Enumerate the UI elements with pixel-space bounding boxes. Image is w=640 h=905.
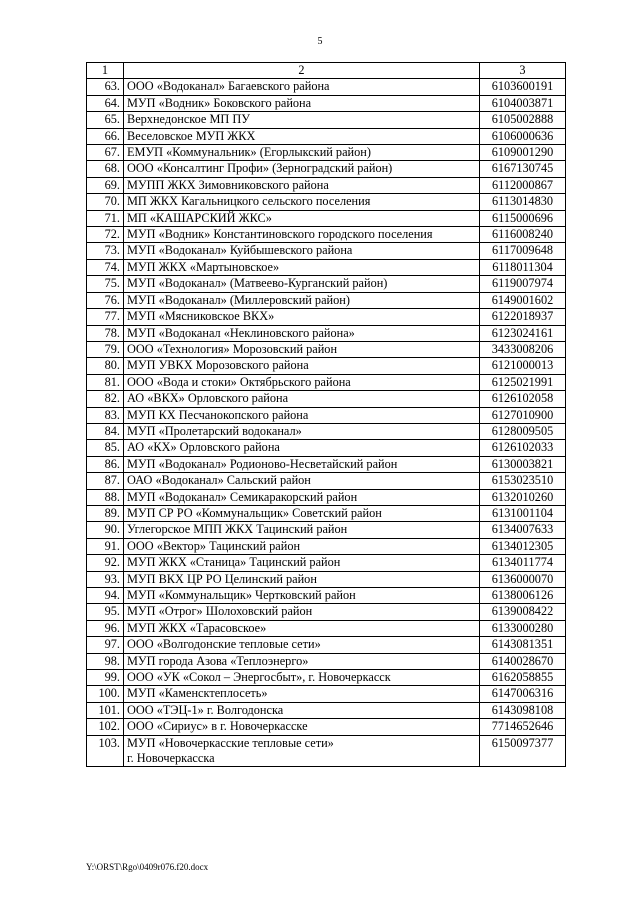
organization-inn: 6113014830 xyxy=(480,194,566,210)
table-row xyxy=(87,210,566,226)
organization-inn: 6130003821 xyxy=(480,456,566,472)
organization-name: ООО «ТЭЦ-1» г. Волгодонска xyxy=(124,702,480,718)
organization-inn: 6116008240 xyxy=(480,227,566,243)
organization-name: МУП УВКХ Морозовского района xyxy=(124,358,480,374)
table-row xyxy=(87,735,566,767)
row-number: 103. xyxy=(87,735,124,767)
organization-name: МУП «Пролетарский водоканал» xyxy=(124,423,480,439)
table-row xyxy=(87,374,566,390)
organization-inn: 6117009648 xyxy=(480,243,566,259)
table-row xyxy=(87,620,566,636)
organization-name: ООО «Консалтинг Профи» (Зерноградский район) xyxy=(124,161,480,177)
organization-inn: 7714652646 xyxy=(480,719,566,735)
table-row xyxy=(87,292,566,308)
column-header-number: 1 xyxy=(87,63,124,79)
row-number: 70. xyxy=(87,194,124,210)
organization-name: МУП «Новочеркасские тепловые сети» г. Новочеркасска xyxy=(124,735,480,767)
organization-name: МУП «Водник» Константиновского городского поселения xyxy=(124,227,480,243)
row-number: 92. xyxy=(87,555,124,571)
organization-name: ООО «Сириус» в г. Новочеркасске xyxy=(124,719,480,735)
organization-inn: 6128009505 xyxy=(480,423,566,439)
row-number: 101. xyxy=(87,702,124,718)
organization-inn: 6136000070 xyxy=(480,571,566,587)
table-row xyxy=(87,473,566,489)
organization-name: МУП города Азова «Теплоэнерго» xyxy=(124,653,480,669)
organization-inn: 6162058855 xyxy=(480,670,566,686)
organization-inn: 6149001602 xyxy=(480,292,566,308)
table-row xyxy=(87,227,566,243)
row-number: 65. xyxy=(87,112,124,128)
column-header-name: 2 xyxy=(124,63,480,79)
table-row xyxy=(87,522,566,538)
organization-inn: 6131001104 xyxy=(480,505,566,521)
organization-inn: 6140028670 xyxy=(480,653,566,669)
organization-inn: 6112000867 xyxy=(480,177,566,193)
organization-inn: 6143098108 xyxy=(480,702,566,718)
organization-name: МУП СР РО «Коммунальщик» Советский район xyxy=(124,505,480,521)
organization-name: МП «КАШАРСКИЙ ЖКС» xyxy=(124,210,480,226)
table-row xyxy=(87,670,566,686)
table-row xyxy=(87,604,566,620)
table-row xyxy=(87,341,566,357)
organization-name: АО «КХ» Орловского района xyxy=(124,440,480,456)
organization-name: МУП «Водоканал» (Матвеево-Курганский район) xyxy=(124,276,480,292)
table-row xyxy=(87,161,566,177)
organization-inn: 6109001290 xyxy=(480,145,566,161)
table-row xyxy=(87,702,566,718)
organization-name: Углегорское МПП ЖКХ Тацинский район xyxy=(124,522,480,538)
organization-name: МУП ЖКХ «Тарасовское» xyxy=(124,620,480,636)
page-number: 5 xyxy=(317,36,323,47)
row-number: 84. xyxy=(87,423,124,439)
organization-inn: 6134007633 xyxy=(480,522,566,538)
organization-name: ООО «Водоканал» Багаевского района xyxy=(124,79,480,95)
row-number: 72. xyxy=(87,227,124,243)
row-number: 100. xyxy=(87,686,124,702)
organization-name: МУП ЖКХ «Станица» Тацинский район xyxy=(124,555,480,571)
organization-name: МУП ЖКХ «Мартыновское» xyxy=(124,259,480,275)
row-number: 66. xyxy=(87,128,124,144)
organization-name: МУП «Водоканал «Неклиновского района» xyxy=(124,325,480,341)
row-number: 81. xyxy=(87,374,124,390)
organization-inn: 6133000280 xyxy=(480,620,566,636)
organization-inn: 6132010260 xyxy=(480,489,566,505)
organization-inn: 6150097377 xyxy=(480,735,566,767)
row-number: 89. xyxy=(87,505,124,521)
organization-inn: 6127010900 xyxy=(480,407,566,423)
organization-inn: 6122018937 xyxy=(480,309,566,325)
organization-inn: 6123024161 xyxy=(480,325,566,341)
table-row xyxy=(87,358,566,374)
organization-inn: 6139008422 xyxy=(480,604,566,620)
row-number: 88. xyxy=(87,489,124,505)
row-number: 77. xyxy=(87,309,124,325)
organization-name: МУП «Водоканал» Родионово-Несветайский район xyxy=(124,456,480,472)
organization-inn: 6126102033 xyxy=(480,440,566,456)
row-number: 97. xyxy=(87,637,124,653)
row-number: 93. xyxy=(87,571,124,587)
table-row xyxy=(87,407,566,423)
table-row xyxy=(87,423,566,439)
organization-name: МУП «Водоканал» Семикаракорский район xyxy=(124,489,480,505)
table-row xyxy=(87,243,566,259)
organization-name: МУП «Водоканал» (Миллеровский район) xyxy=(124,292,480,308)
row-number: 86. xyxy=(87,456,124,472)
organization-name: МУП ВКХ ЦР РО Целинский район xyxy=(124,571,480,587)
organization-inn: 6125021991 xyxy=(480,374,566,390)
organization-inn: 6134012305 xyxy=(480,538,566,554)
organization-inn: 6118011304 xyxy=(480,259,566,275)
organization-name: ООО «УК «Сокол – Энергосбыт», г. Новочеркасск xyxy=(124,670,480,686)
table-row xyxy=(87,538,566,554)
table-row xyxy=(87,456,566,472)
organization-inn: 6167130745 xyxy=(480,161,566,177)
table-row xyxy=(87,653,566,669)
table-row xyxy=(87,440,566,456)
row-number: 98. xyxy=(87,653,124,669)
row-number: 67. xyxy=(87,145,124,161)
organization-name: Верхнедонское МП ПУ xyxy=(124,112,480,128)
organizations-table xyxy=(86,62,566,767)
row-number: 91. xyxy=(87,538,124,554)
organization-inn: 3433008206 xyxy=(480,341,566,357)
table-row xyxy=(87,637,566,653)
table-row xyxy=(87,194,566,210)
organization-name: МУП «Водник» Боковского района xyxy=(124,95,480,111)
row-number: 69. xyxy=(87,177,124,193)
organization-inn: 6104003871 xyxy=(480,95,566,111)
row-number: 83. xyxy=(87,407,124,423)
row-number: 71. xyxy=(87,210,124,226)
organization-inn: 6105002888 xyxy=(480,112,566,128)
row-number: 96. xyxy=(87,620,124,636)
row-number: 99. xyxy=(87,670,124,686)
row-number: 73. xyxy=(87,243,124,259)
table-row xyxy=(87,79,566,95)
organization-inn: 6103600191 xyxy=(480,79,566,95)
organization-name: Веселовское МУП ЖКХ xyxy=(124,128,480,144)
organization-name: МУП «Коммунальщик» Чертковский район xyxy=(124,588,480,604)
organization-name: ОАО «Водоканал» Сальский район xyxy=(124,473,480,489)
organization-name: ЕМУП «Коммунальник» (Егорлыкский район) xyxy=(124,145,480,161)
table-row xyxy=(87,391,566,407)
row-number: 75. xyxy=(87,276,124,292)
table-row xyxy=(87,309,566,325)
row-number: 68. xyxy=(87,161,124,177)
row-number: 79. xyxy=(87,341,124,357)
table-row xyxy=(87,112,566,128)
organization-name: МУП «Отрог» Шолоховский район xyxy=(124,604,480,620)
table-row xyxy=(87,325,566,341)
table-row xyxy=(87,555,566,571)
table-row xyxy=(87,719,566,735)
organization-name: ООО «Технология» Морозовский район xyxy=(124,341,480,357)
organization-inn: 6106000636 xyxy=(480,128,566,144)
row-number: 76. xyxy=(87,292,124,308)
organization-name: АО «ВКХ» Орловского района xyxy=(124,391,480,407)
organization-name: ООО «Вода и стоки» Октябрьского района xyxy=(124,374,480,390)
table-row xyxy=(87,145,566,161)
row-number: 80. xyxy=(87,358,124,374)
organization-name: МУПП ЖКХ Зимовниковского района xyxy=(124,177,480,193)
column-header-inn: 3 xyxy=(480,63,566,79)
organization-name: ООО «Волгодонские тепловые сети» xyxy=(124,637,480,653)
row-number: 78. xyxy=(87,325,124,341)
table-row xyxy=(87,571,566,587)
row-number: 87. xyxy=(87,473,124,489)
table-header-row xyxy=(87,63,566,79)
row-number: 74. xyxy=(87,259,124,275)
organization-inn: 6138006126 xyxy=(480,588,566,604)
organization-inn: 6126102058 xyxy=(480,391,566,407)
row-number: 94. xyxy=(87,588,124,604)
row-number: 90. xyxy=(87,522,124,538)
table-row xyxy=(87,276,566,292)
table-row xyxy=(87,588,566,604)
table-row xyxy=(87,177,566,193)
organization-name: МУП «Водоканал» Куйбышевского района xyxy=(124,243,480,259)
organization-name: ООО «Вектор» Тацинский район xyxy=(124,538,480,554)
row-number: 85. xyxy=(87,440,124,456)
organization-name: МУП КХ Песчанокопского района xyxy=(124,407,480,423)
organization-name: МП ЖКХ Кагальницкого сельского поселения xyxy=(124,194,480,210)
organization-inn: 6134011774 xyxy=(480,555,566,571)
table-row xyxy=(87,686,566,702)
table-row xyxy=(87,489,566,505)
row-number: 63. xyxy=(87,79,124,95)
table-row xyxy=(87,128,566,144)
row-number: 95. xyxy=(87,604,124,620)
row-number: 82. xyxy=(87,391,124,407)
table-row xyxy=(87,259,566,275)
table-row xyxy=(87,505,566,521)
organization-inn: 6121000013 xyxy=(480,358,566,374)
organization-inn: 6147006316 xyxy=(480,686,566,702)
row-number: 102. xyxy=(87,719,124,735)
organization-name: МУП «Каменсктеплосеть» xyxy=(124,686,480,702)
organization-inn: 6115000696 xyxy=(480,210,566,226)
table-row xyxy=(87,95,566,111)
row-number: 64. xyxy=(87,95,124,111)
organization-inn: 6143081351 xyxy=(480,637,566,653)
organization-inn: 6153023510 xyxy=(480,473,566,489)
file-path-footer: Y:\ORST\Rgo\0409r076.f20.docx xyxy=(86,862,209,872)
organization-name: МУП «Мясниковское ВКХ» xyxy=(124,309,480,325)
organization-inn: 6119007974 xyxy=(480,276,566,292)
